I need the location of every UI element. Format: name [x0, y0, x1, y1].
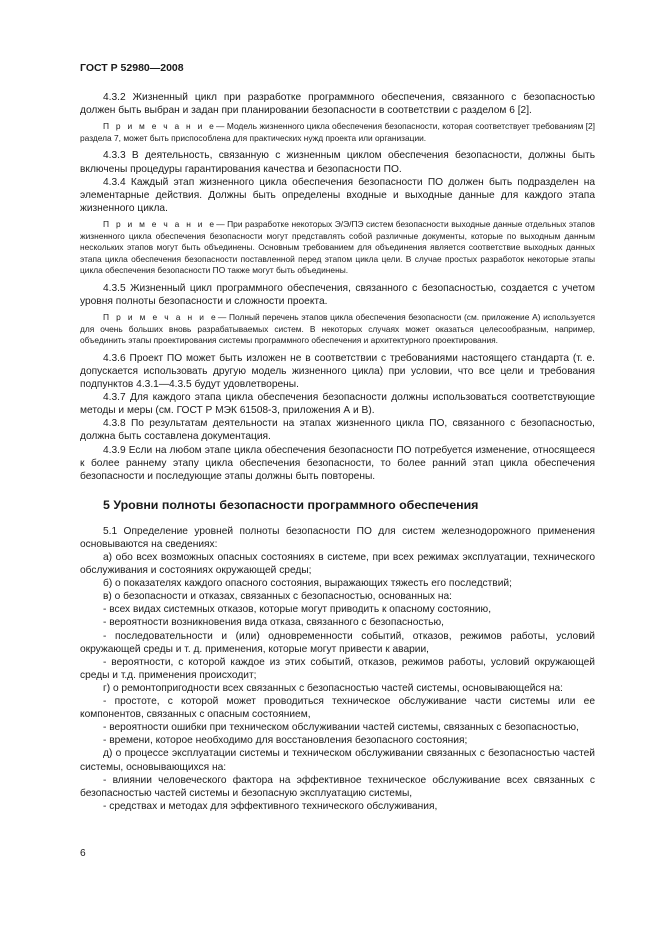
- note-paragraph: [80, 312, 595, 347]
- body-paragraph: 4.3.6 Проект ПО может быть изложен не в соответствии с требованиями настоящего стандарта (т. е. допускается использовать другую модель жизненного цикла) при условии, что все цели и требования подпунктов 4.3.1—4.3.5 будут удовлетворены.: [80, 352, 595, 391]
- body-paragraph: в) о безопасности и отказах, связанных с безопасностью, основанных на:: [103, 591, 452, 603]
- page-number: 6: [80, 848, 86, 859]
- body-paragraph: - всех видах системных отказов, которые могут приводить к опасному состоянию,: [103, 604, 492, 616]
- body-paragraph: 4.3.9 Если на любом этапе цикла обеспечения безопасности ПО потребуется изменение, относящееся к более раннему этапу цикла обеспечения безопасности, то более ранний этап цикла обеспечения безопасности и последующие этапы должны быть повторены.: [80, 444, 595, 482]
- body-paragraph: - средствах и методах для эффективного технического обслуживания,: [103, 800, 438, 812]
- body-paragraph: 4.3.3 В деятельность, связанную с жизненным циклом обеспечения безопасности, должны быть включены процедуры гарантирования качества и безопасности ПО.: [80, 150, 595, 175]
- body-paragraph: 4.3.7 Для каждого этапа цикла обеспечения безопасности должны использоваться соответствующие методы и меры (см. ГОСТ Р МЭК 61508-3, приложения А и В).: [80, 392, 595, 417]
- body-paragraph: - времени, которое необходимо для восстановления безопасного состояния;: [103, 735, 468, 747]
- note-text: — Полный перечень этапов цикла обеспечения безопасности (см. приложение А) используется для очень больших вновь разрабатываемых систем. В некоторых случаях может оказаться целесообразным, например, объединить этапы проектирования системы программного обеспечения и архитектурного проектирования.: [80, 312, 595, 346]
- note-label: П р и м е ч а н и е: [103, 121, 217, 132]
- body-paragraph: а) обо всех возможных опасных состояниях в системе, при всех режимах эксплуатации, технического обслуживания и состояниях окружающей среды;: [80, 552, 595, 577]
- note-text: — При разработке некоторых Э/Э/ПЭ систем безопасности выходные данные отдельных этапов жизненного цикла обеспечения безопасности могут представлять собой различные документы, которые по выходным данным нескольких этапов могут быть объединены. Основным требованием для объединения является соответствие выходных данных этапа цикла обеспечения безопасности поставленной перед этапом цикла цели. В случае простых разработок некоторые этапы цикла обеспечения безопасности ПО также могут быть объединены.: [80, 218, 595, 276]
- section-heading: 5 Уровни полноты безопасности программного обеспечения: [103, 497, 479, 512]
- body-paragraph: б) о показателях каждого опасного состояния, выражающих тяжесть его последствий;: [103, 578, 512, 590]
- body-paragraph: - простоте, с которой может проводиться техническое обслуживание части системы или ее компонентов, связанных с опасным состоянием,: [80, 696, 595, 721]
- note-text: — Модель жизненного цикла обеспечения безопасности, которая соответствует требованиям [2] раздела 7, может быть приспособлена для практических нужд проекта или организации.: [80, 121, 596, 143]
- body-paragraph: 4.3.8 По результатам деятельности на этапах жизненного цикла ПО, связанного с безопасностью, должна быть составлена документация.: [80, 418, 595, 443]
- document-body: [80, 91, 595, 813]
- body-paragraph: - вероятности, с которой каждое из этих событий, отказов, режимов работы, условий окружающей среды и т.д. применения происходит;: [80, 656, 595, 681]
- body-paragraph: - влиянии человеческого фактора на эффективное техническое обслуживание всех связанных с безопасностью частей системы и безопасную эксплуатацию системы,: [80, 774, 595, 799]
- note-label: П р и м е ч а н и е: [103, 218, 217, 229]
- note-paragraph: [80, 121, 595, 144]
- body-paragraph: д) о процессе эксплуатации системы и техническом обслуживании связанных с безопасностью частей системы, основывающихся на:: [80, 748, 595, 773]
- body-paragraph: - последовательности и (или) одновременности событий, отказов, режимов работы, условий окружающей среды и т. д. применения, которые могут привести к аварии,: [80, 630, 595, 655]
- note-paragraph: [80, 219, 595, 277]
- body-paragraph: 4.3.4 Каждый этап жизненного цикла обеспечения безопасности ПО должен быть подразделен на элементарные действия. Должны быть определены входные и выходные данные для каждого этапа жизненного цикла.: [80, 176, 595, 214]
- body-paragraph: 4.3.2 Жизненный цикл при разработке программного обеспечения, связанного с безопасностью должен быть выбран и задан при планировании безопасности в соответствии с разделом 6 [2].: [80, 92, 595, 117]
- body-paragraph: г) о ремонтопригодности всех связанных с безопасностью частей системы, основывающейся на:: [103, 682, 563, 694]
- note-label: П р и м е ч а н и е: [103, 312, 218, 323]
- body-paragraph: 4.3.5 Жизненный цикл программного обеспечения, связанного с безопасностью, создается с учетом уровня полноты безопасности и сложности проекта.: [80, 282, 595, 307]
- body-paragraph: - вероятности возникновения вида отказа, связанного с безопасностью,: [103, 617, 444, 629]
- page-header: ГОСТ Р 52980—2008: [80, 62, 184, 74]
- body-paragraph: - вероятности ошибки при техническом обслуживании частей системы, связанных с безопасностью,: [103, 722, 579, 734]
- body-paragraph: 5.1 Определение уровней полноты безопасности ПО для систем железнодорожного применения основываются на сведениях:: [80, 525, 595, 550]
